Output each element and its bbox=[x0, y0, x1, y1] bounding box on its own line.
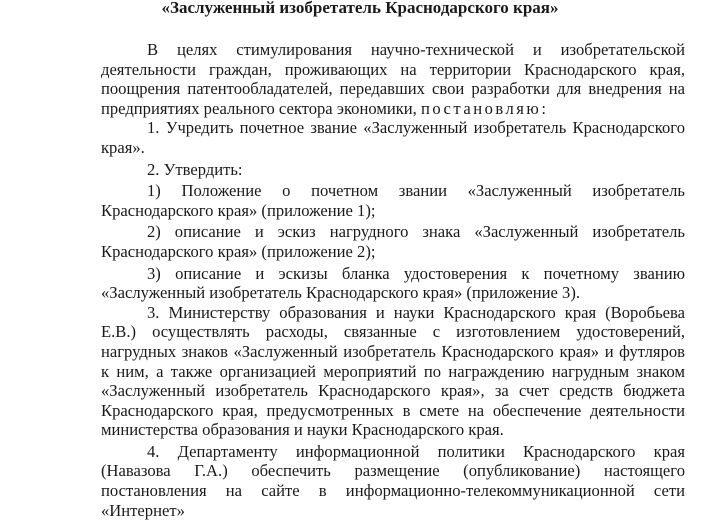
subitem-1: 1) Положение о почетном звании «Заслуженный изобретатель Краснодарского края» (приложение 1); bbox=[101, 181, 685, 220]
document-title: «Заслуженный изобретатель Краснодарского края» bbox=[161, 0, 559, 17]
decree-word: постановляю bbox=[420, 98, 542, 118]
item-2: 2. Утвердить: bbox=[147, 159, 243, 179]
subitem-3: 3) описание и эскизы бланка удостоверения к почетному званию «Заслуженный изобретатель Краснодарского края» (приложение 3). bbox=[101, 263, 685, 303]
intro-colon: : bbox=[541, 98, 546, 118]
subitem-2: 2) описание и эскиз нагрудного знака «Заслуженный изобретатель Краснодарского края» (приложение 2); bbox=[101, 222, 685, 261]
item-3: 3. Министерству образования и науки Краснодарского края (Воробьева Е.В.) осуществлять расходы, связанные с изготовлением удостоверений, нагрудных знаков «Заслуженный изобретатель Краснодарского края» и футляров к ним, а также организацией мероприятий по награждению нагрудным знаком «Заслуженный изобретатель Краснодарского края», за счет средств бюджета Краснодарского края, предусмотренных в смете на обеспечение деятельности министерства образования и науки Краснодарского края. bbox=[101, 302, 685, 440]
item-4: 4. Департаменту информационной политики Краснодарского края (Навазова Г.А.) обеспечить размещение (опубликование) настоящего постановления на сайте в информационно-телекоммуникационной сети «Интернет» bbox=[101, 441, 685, 520]
document-body bbox=[101, 40, 685, 520]
item-1: 1. Учредить почетное звание «Заслуженный изобретатель Краснодарского края». bbox=[101, 118, 685, 157]
intro-paragraph bbox=[101, 40, 685, 118]
intro-text: В целях стимулирования научно-технической и изобретательской деятельности граждан, проживающих на территории Краснодарского края, поощрения патентообладателей, передавших свои разработки для внедрения на предприятиях реального сектора экономики, bbox=[101, 40, 685, 118]
